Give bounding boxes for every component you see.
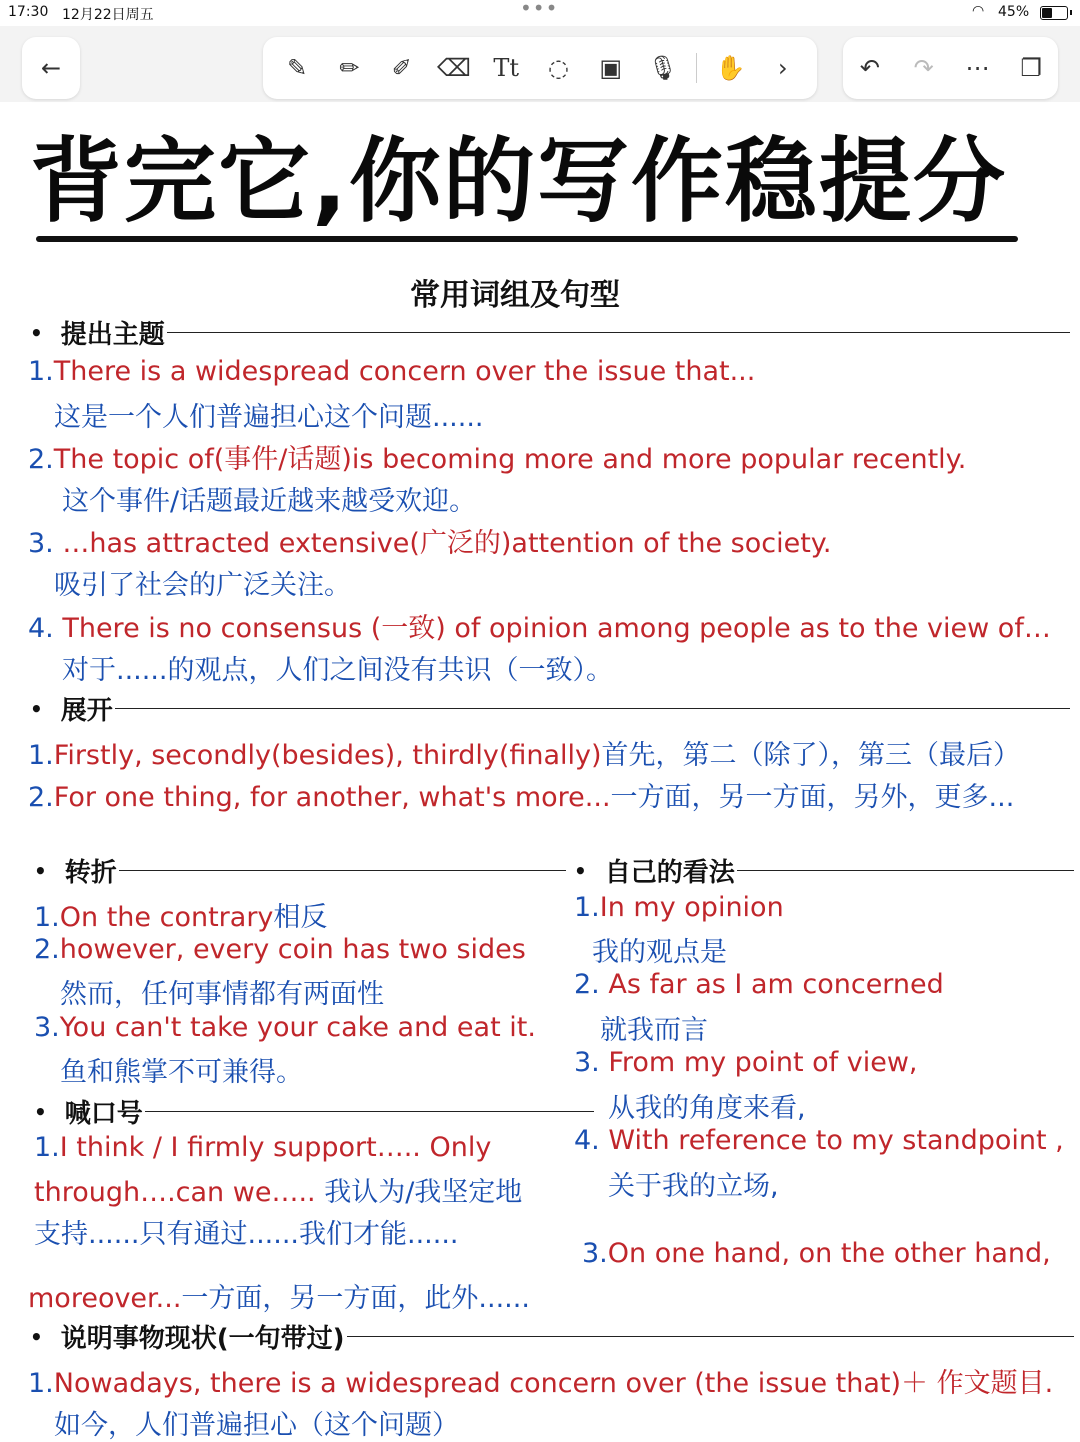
lasso-icon[interactable]: ◌ <box>547 54 569 82</box>
page-subtitle: 常用词组及句型 <box>410 278 620 313</box>
status-date: 12月22日周五 <box>62 7 154 23</box>
pages-icon[interactable]: ❐ <box>1020 54 1042 82</box>
list-item-translation: 吸引了社会的广泛关注。 <box>54 570 351 601</box>
redo-icon[interactable]: ↷ <box>913 54 934 82</box>
list-item-translation: 鱼和熊掌不可兼得。 <box>60 1057 303 1088</box>
section-topic-heading: • 提出主题 <box>30 314 1070 351</box>
action-palette <box>843 37 1058 99</box>
section-opinion-heading: • 自己的看法 <box>574 852 1074 889</box>
hand-icon[interactable]: ✋ <box>715 54 746 82</box>
list-item-translation: 对于......的观点，人们之间没有共识（一致）。 <box>62 655 613 686</box>
arrow-left-icon: ← <box>40 54 62 82</box>
status-bar <box>0 0 1080 26</box>
title-underline <box>36 236 1018 242</box>
tool-palette <box>263 37 817 99</box>
chevron-right-icon[interactable]: › <box>777 54 788 82</box>
list-item: moreover...一方面，另一方面，此外...... <box>28 1283 530 1314</box>
status-time: 17:30 <box>8 4 49 20</box>
list-item-translation: 这个事件/话题最近越来越受欢迎。 <box>62 486 477 517</box>
section-slogan-heading: • 喊口号 <box>34 1093 594 1130</box>
section-turn-heading: • 转折 <box>34 852 566 889</box>
list-item-translation: 支持......只有通过......我们才能...... <box>34 1219 459 1250</box>
list-item: 2.The topic of(事件/话题)is becoming more and more popular recently. <box>28 444 967 475</box>
list-item: 1.There is a widespread concern over the issue that... <box>28 356 756 387</box>
list-item-continuation: through….can we….. 我认为/我坚定地 <box>34 1177 523 1208</box>
pencil-icon[interactable]: ✏ <box>339 54 360 82</box>
battery-tip <box>1070 10 1072 15</box>
list-item: 4. There is no consensus (一致) of opinion among people as to the view of… <box>28 613 1051 644</box>
page-title: 背完它,你的写作稳提分 <box>30 128 1007 235</box>
list-item: 1.Nowadays, there is a widespread concern over (the issue that)＋ 作文题目. <box>28 1368 1054 1399</box>
list-item: 2.however, every coin has two sides <box>34 934 526 965</box>
marker-icon[interactable]: ✐ <box>391 54 412 82</box>
list-item: 2.For one thing, for another, what's more...一方面，另一方面，另外，更多... <box>28 782 1015 813</box>
list-item: 1.In my opinion <box>574 892 784 923</box>
section-expand-heading: • 展开 <box>30 690 1070 727</box>
battery-icon <box>1040 6 1068 20</box>
list-item-translation: 我的观点是 <box>592 937 727 968</box>
list-item-translation: 然而，任何事情都有两面性 <box>60 979 384 1010</box>
more-icon[interactable]: ⋯ <box>965 54 990 82</box>
list-item: 3.On one hand, on the other hand, <box>582 1238 1051 1269</box>
list-item-translation: 这是一个人们普遍担心这个问题...... <box>54 402 484 433</box>
list-item: 1.Firstly, secondly(besides), thirdly(finally)首先，第二（除了），第三（最后） <box>28 740 1021 771</box>
pen-icon[interactable]: ✎ <box>287 54 308 82</box>
list-item: 1.I think / I firmly support….. Only <box>34 1132 492 1163</box>
text-icon[interactable]: Tt <box>493 54 520 82</box>
section-status-quo-heading: • 说明事物现状(一句带过) <box>30 1318 1074 1355</box>
list-item: 2. As far as I am concerned <box>574 969 944 1000</box>
battery-percentage: 45% <box>998 4 1030 20</box>
list-item: 3. …has attracted extensive(广泛的)attention of the society. <box>28 528 832 559</box>
list-item-translation: 就我而言 <box>600 1015 708 1046</box>
multitasking-dots-icon[interactable]: ••• <box>520 0 559 20</box>
microphone-icon[interactable]: 🎙 <box>647 54 679 82</box>
wifi-icon: ◠ <box>972 3 985 19</box>
list-item: 4. With reference to my standpoint , <box>574 1125 1064 1156</box>
list-item: 3. From my point of view, <box>574 1047 918 1078</box>
list-item: 1.On the contrary相反 <box>34 902 328 933</box>
image-icon[interactable]: ▣ <box>599 54 623 82</box>
list-item-translation: 如今，人们普遍担心（这个问题） <box>54 1410 459 1441</box>
undo-icon[interactable]: ↶ <box>859 54 880 82</box>
toolbar-divider <box>696 53 697 83</box>
eraser-icon[interactable]: ⌫ <box>436 54 471 82</box>
back-button[interactable] <box>22 37 80 99</box>
list-item-translation: 关于我的立场, <box>608 1171 779 1202</box>
list-item-translation: 从我的角度来看, <box>608 1093 806 1124</box>
list-item: 3.You can't take your cake and eat it. <box>34 1012 536 1043</box>
